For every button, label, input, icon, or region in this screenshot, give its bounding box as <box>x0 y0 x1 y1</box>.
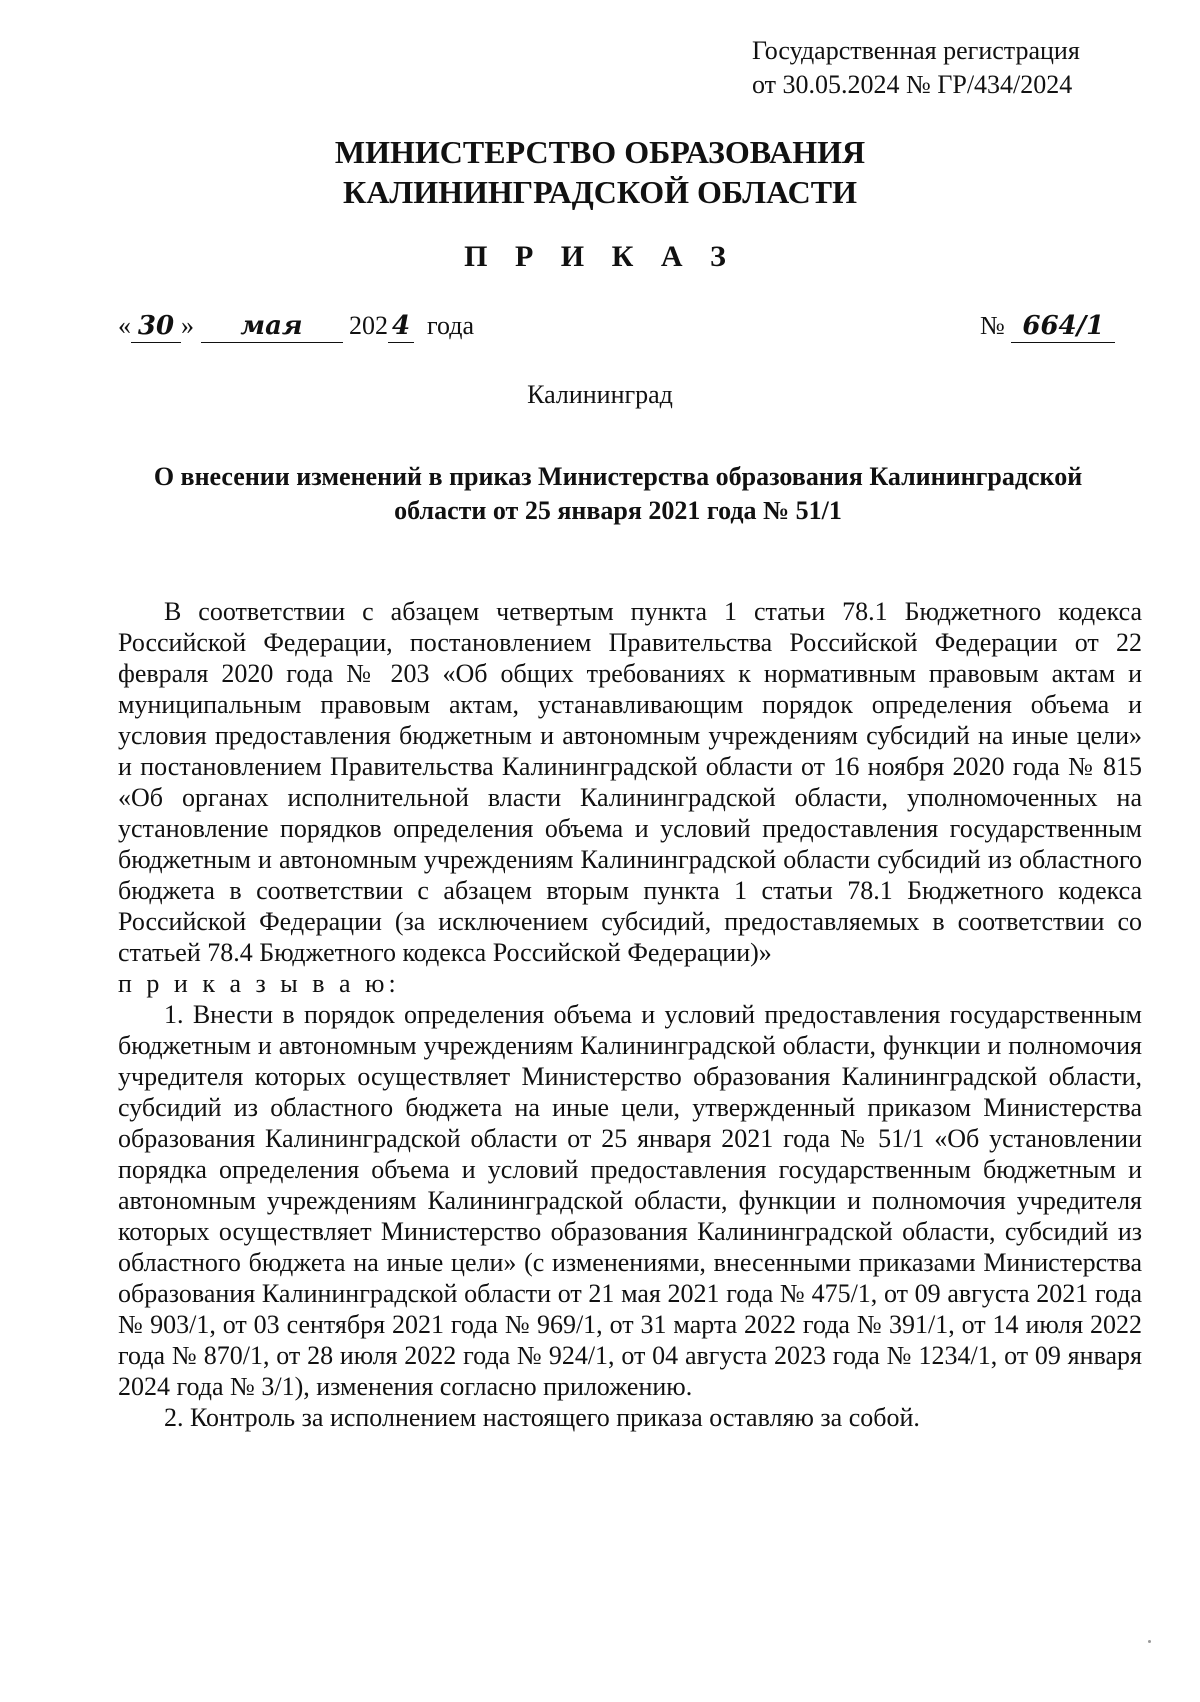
state-registration-stamp <box>752 34 1172 102</box>
registration-line-2: от 30.05.2024 № ГР/434/2024 <box>752 70 1073 99</box>
date-year-word: года <box>427 311 475 340</box>
ministry-name <box>0 132 1200 212</box>
date-open-quote: « <box>118 311 131 340</box>
order-number-handwritten: 664/1 <box>1011 310 1115 343</box>
registration-line-1: Государственная регистрация <box>752 36 1080 65</box>
ministry-line-1: МИНИСТЕРСТВО ОБРАЗОВАНИЯ <box>334 134 866 170</box>
subject-line-1: О внесении изменений в приказ Министерства образования Калининградской <box>153 462 1083 491</box>
number-sign: № <box>980 311 1005 340</box>
subject-line-2: области от 25 января 2021 года № 51/1 <box>394 496 842 525</box>
ministry-line-2: КАЛИНИНГРАДСКОЙ ОБЛАСТИ <box>343 174 857 210</box>
date-day-handwritten: 30 <box>131 310 181 343</box>
order-title: П Р И К А З <box>464 240 736 273</box>
order-item-1: 1. Внести в порядок определения объема и условий предоставления государственным бюджетным и автономным учреждениям Калининградской области, функции и полномочия учредителя которых осуществляет Министерство образования Калининградской области, субсидий из областного бюджета на иные цели, утвержденный приказом Министерства образования Калининградской области от 25 января 2021 года № 51/1 «Об установлении порядка определения объема и условий предоставления государственным бюджетным и автономным учреждениям Калининградской области, функции и полномочия учредителя которых осуществляет Министерство образования Калининградской области, субсидий из областного бюджета на иные цели» (с изменениями, внесенными приказами Министерства образования Калининградской области от 21 мая 2021 года № 475/1, от 09 августа 2021 года № 903/1, от 03 сентября 2021 года № 969/1, от 31 марта 2022 года № 391/1, от 14 июля 2022 года № 870/1, от 28 июля 2022 года № 924/1, от 04 августа 2023 года № 1234/1, от 09 января 2024 года № 3/1), изменения согласно приложению. <box>118 1000 1142 1401</box>
date-year-handwritten: 4 <box>388 310 414 343</box>
preamble-paragraph: В соответствии с абзацем четвертым пункта 1 статьи 78.1 Бюджетного кодекса Российской Федерации, постановлением Правительства Российской Федерации от 22 февраля 2020 года № 203 «Об общих требованиях к нормативным правовым актам и муниципальным правовым актам, устанавливающим порядок определения объема и условия предоставления бюджетным и автономным учреждениям субсидий на иные цели» и постановлением Правительства Калининградской области от 16 ноября 2020 года № 815 «Об органах исполнительной власти Калининградской области, уполномоченных на установление порядков определения объема и условий предоставления государственным бюджетным и автономным учреждениям Калининградской области субсидий из областного бюджета в соответствии с абзацем вторым пункта 1 статьи 78.1 Бюджетного кодекса Российской Федерации (за исключением субсидий, предоставляемых в соответствии со статьей 78.4 Бюджетного кодекса Российской Федерации)» <box>118 597 1142 967</box>
order-date <box>118 306 474 346</box>
order-directive-word: п р и к а з ы в а ю: <box>118 969 400 998</box>
order-body <box>118 596 1142 1433</box>
order-number <box>980 306 1115 346</box>
order-subject <box>118 460 1118 528</box>
city-name: Калининград <box>527 380 673 409</box>
scan-speck <box>1148 1640 1151 1643</box>
date-close-quote: » <box>181 311 194 340</box>
date-month-handwritten: мая <box>201 310 343 343</box>
order-item-2: 2. Контроль за исполнением настоящего приказа оставляю за собой. <box>164 1403 920 1432</box>
date-year-prefix: 202 <box>349 311 388 340</box>
